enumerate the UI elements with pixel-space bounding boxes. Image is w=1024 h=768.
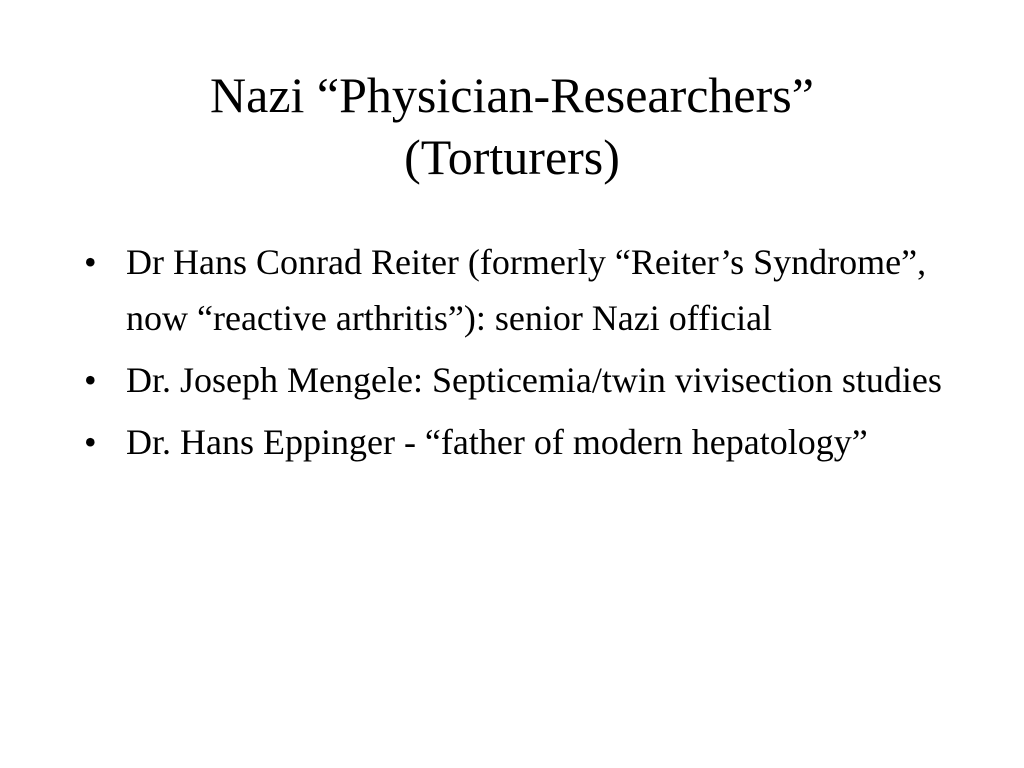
bullet-list [84, 234, 964, 476]
slide-title [60, 64, 964, 188]
bullet-text: Dr Hans Conrad Reiter (formerly “Reiter’s Syndrome”, now “reactive arthritis”): senior Nazi official [126, 242, 927, 338]
bullet-item-eppinger [84, 414, 964, 470]
bullet-text: Dr. Joseph Mengele: Septicemia/twin vivisection studies [126, 360, 942, 400]
slide-title-line-1: Nazi “Physician-Researchers” [210, 67, 814, 123]
bullet-marker: • [84, 360, 97, 400]
slide-title-line-2: (Torturers) [404, 129, 620, 185]
bullet-item-mengele [84, 352, 964, 408]
bullet-text: Dr. Hans Eppinger - “father of modern hepatology” [126, 422, 868, 462]
bullet-marker: • [84, 422, 97, 462]
bullet-marker: • [84, 242, 97, 282]
bullet-item-reiter [84, 234, 964, 346]
